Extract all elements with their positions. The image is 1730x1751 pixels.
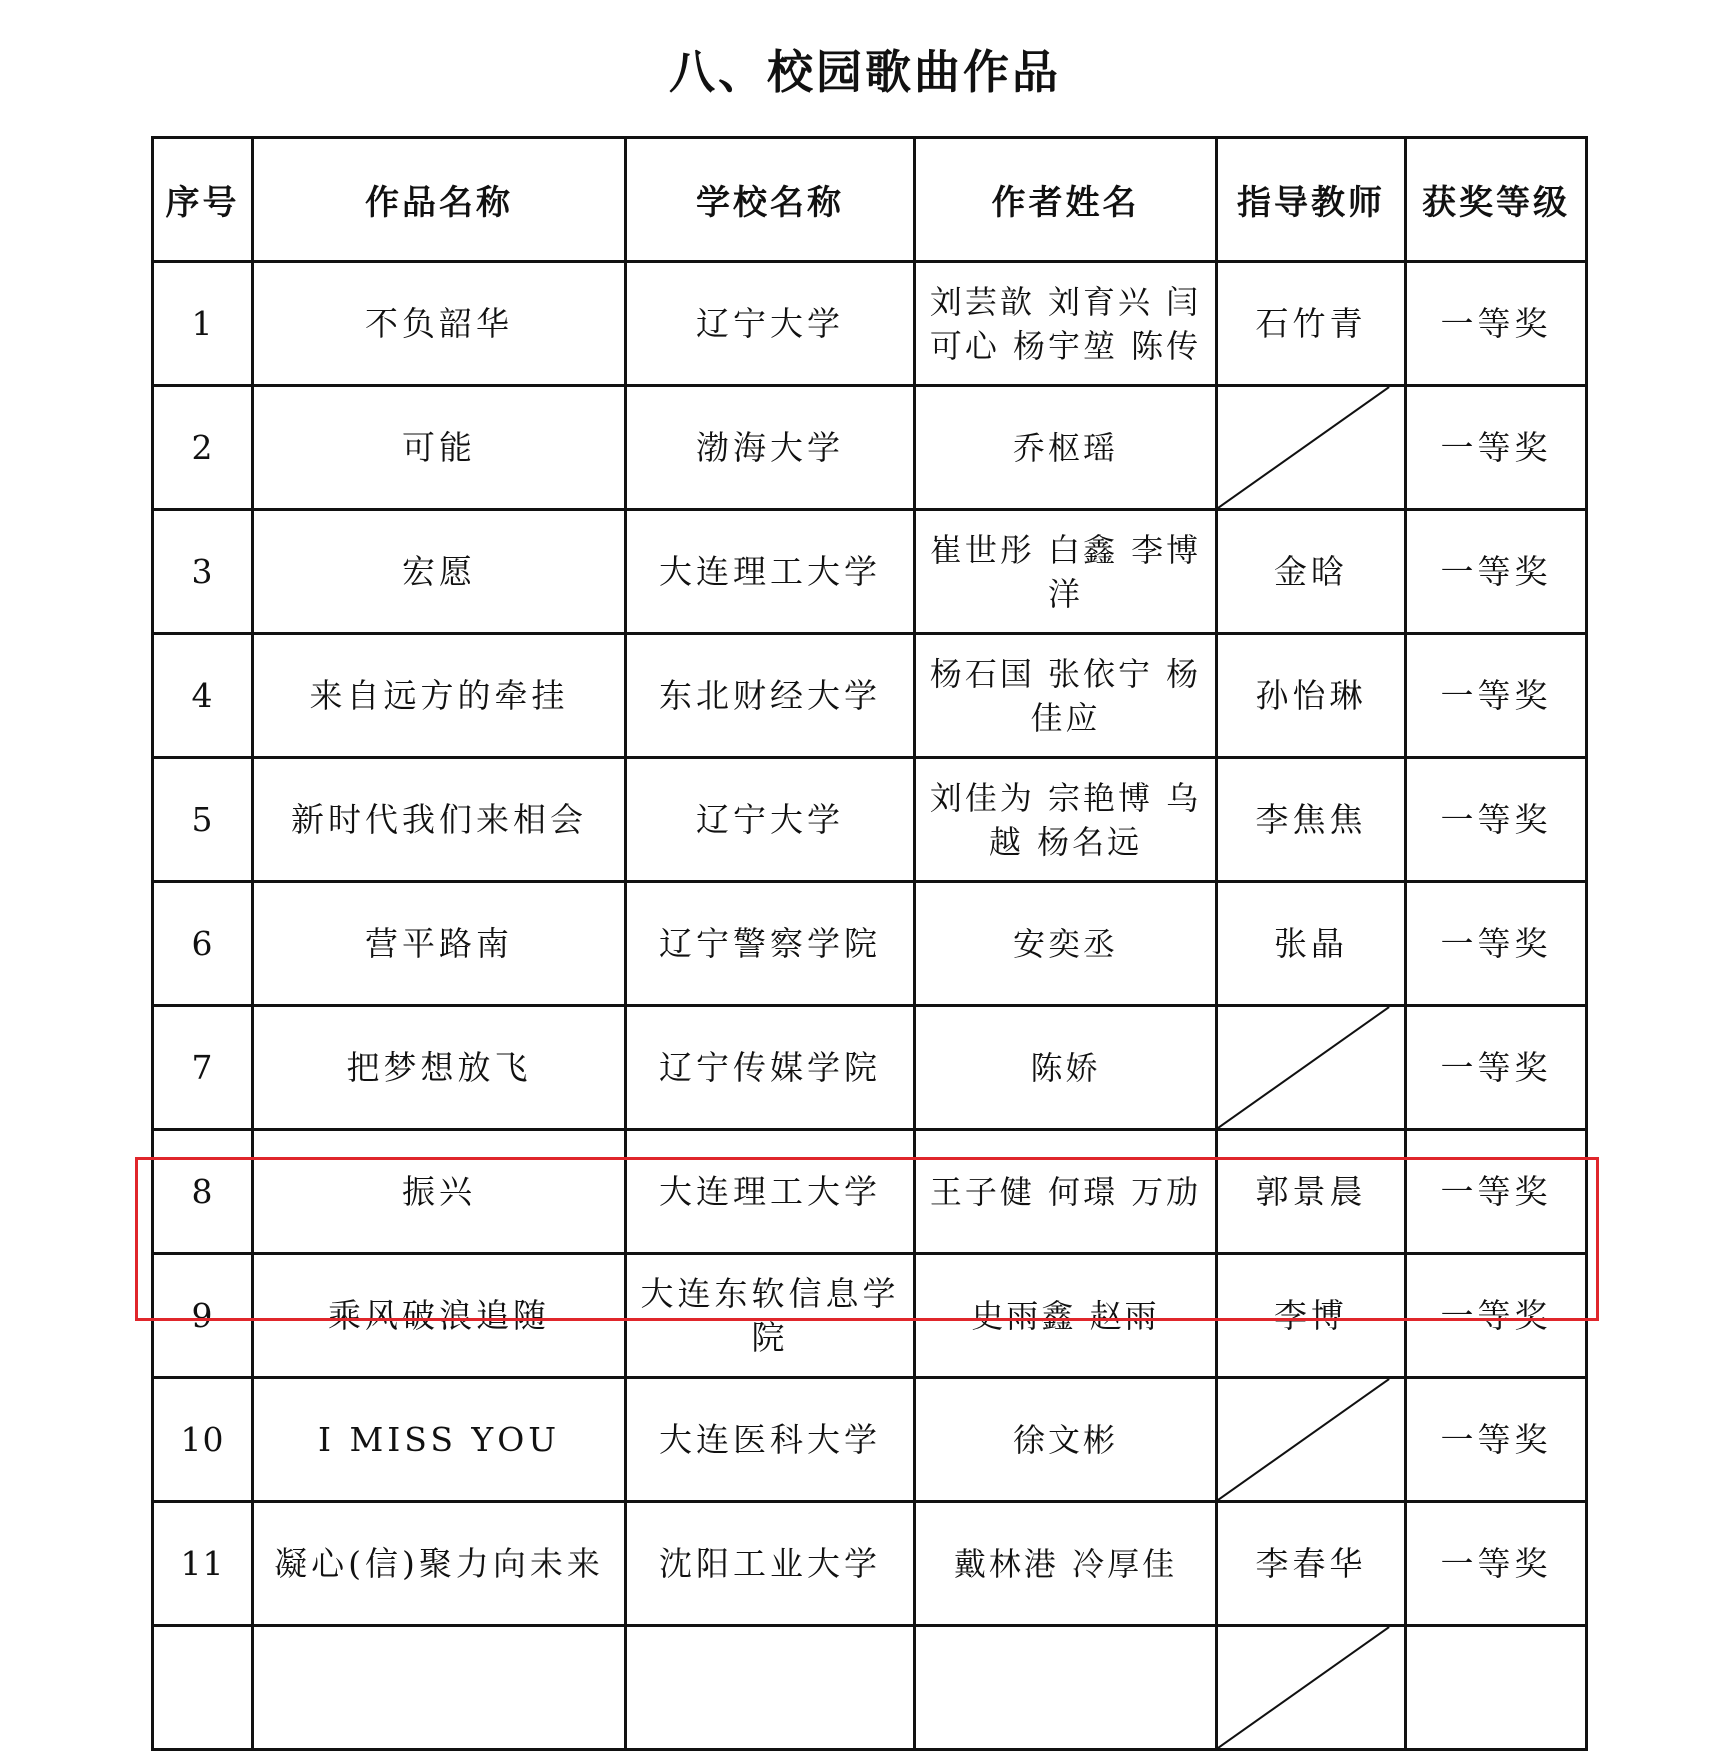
cell-award: 一等奖 — [1406, 1378, 1587, 1502]
awards-table — [151, 136, 1588, 1751]
cell-author: 乔枢瑶 — [915, 386, 1217, 510]
cell-seq: 1 — [153, 262, 253, 386]
table-row — [153, 758, 1587, 882]
cell-author — [915, 1626, 1217, 1750]
table-row — [153, 634, 1587, 758]
cell-award: 一等奖 — [1406, 1006, 1587, 1130]
table-row-highlighted — [153, 1130, 1587, 1254]
cell-seq: 11 — [153, 1502, 253, 1626]
cell-teacher: 石竹青 — [1217, 262, 1406, 386]
cell-school: 大连理工大学 — [626, 510, 915, 634]
cell-award: 一等奖 — [1406, 510, 1587, 634]
table-row — [153, 1254, 1587, 1378]
cell-school — [626, 1626, 915, 1750]
cell-teacher: 郭景晨 — [1217, 1130, 1406, 1254]
cell-school: 大连理工大学 — [626, 1130, 915, 1254]
diagonal-slash — [1218, 1627, 1404, 1748]
cell-seq: 5 — [153, 758, 253, 882]
cell-school: 辽宁大学 — [626, 262, 915, 386]
cell-school: 大连医科大学 — [626, 1378, 915, 1502]
cell-seq — [153, 1626, 253, 1750]
cell-teacher: 李焦焦 — [1217, 758, 1406, 882]
cell-seq: 9 — [153, 1254, 253, 1378]
diagonal-slash — [1218, 1007, 1404, 1128]
cell-author: 史雨鑫 赵雨 — [915, 1254, 1217, 1378]
cell-teacher: 李博 — [1217, 1254, 1406, 1378]
cell-seq: 2 — [153, 386, 253, 510]
header-author: 作者姓名 — [915, 138, 1217, 262]
header-school: 学校名称 — [626, 138, 915, 262]
table-row-partial — [153, 1626, 1587, 1750]
cell-work — [253, 1626, 626, 1750]
cell-award: 一等奖 — [1406, 1502, 1587, 1626]
table-row — [153, 1502, 1587, 1626]
diagonal-slash — [1218, 387, 1404, 508]
cell-seq: 8 — [153, 1130, 253, 1254]
cell-teacher-empty — [1217, 386, 1406, 510]
cell-work: 新时代我们来相会 — [253, 758, 626, 882]
table-row — [153, 386, 1587, 510]
cell-author: 刘佳为 宗艳博 乌越 杨名远 — [915, 758, 1217, 882]
table-header-row — [153, 138, 1587, 262]
cell-school: 渤海大学 — [626, 386, 915, 510]
cell-school: 辽宁传媒学院 — [626, 1006, 915, 1130]
cell-work: 来自远方的牵挂 — [253, 634, 626, 758]
cell-award: 一等奖 — [1406, 386, 1587, 510]
cell-work: 不负韶华 — [253, 262, 626, 386]
cell-award: 一等奖 — [1406, 262, 1587, 386]
cell-seq: 3 — [153, 510, 253, 634]
cell-work: I MISS YOU — [253, 1378, 626, 1502]
cell-seq: 6 — [153, 882, 253, 1006]
cell-work: 乘风破浪追随 — [253, 1254, 626, 1378]
cell-teacher: 金晗 — [1217, 510, 1406, 634]
table-row — [153, 262, 1587, 386]
cell-seq: 7 — [153, 1006, 253, 1130]
table-row — [153, 510, 1587, 634]
table-row — [153, 882, 1587, 1006]
cell-teacher: 李春华 — [1217, 1502, 1406, 1626]
table-row — [153, 1006, 1587, 1130]
cell-award — [1406, 1626, 1587, 1750]
cell-school: 辽宁警察学院 — [626, 882, 915, 1006]
cell-author: 安奕丞 — [915, 882, 1217, 1006]
cell-author: 刘芸歆 刘育兴 闫可心 杨宇堃 陈传 — [915, 262, 1217, 386]
cell-school: 东北财经大学 — [626, 634, 915, 758]
cell-author: 崔世彤 白鑫 李博洋 — [915, 510, 1217, 634]
page-title: 八、校园歌曲作品 — [669, 45, 1061, 99]
cell-work: 宏愿 — [253, 510, 626, 634]
cell-school: 大连东软信息学院 — [626, 1254, 915, 1378]
cell-award: 一等奖 — [1406, 882, 1587, 1006]
cell-award: 一等奖 — [1406, 1130, 1587, 1254]
cell-award: 一等奖 — [1406, 758, 1587, 882]
cell-author: 王子健 何璟 万劢 — [915, 1130, 1217, 1254]
cell-teacher-empty — [1217, 1626, 1406, 1750]
header-award: 获奖等级 — [1406, 138, 1587, 262]
cell-work: 凝心(信)聚力向未来 — [253, 1502, 626, 1626]
cell-work: 营平路南 — [253, 882, 626, 1006]
cell-school: 辽宁大学 — [626, 758, 915, 882]
cell-work: 振兴 — [253, 1130, 626, 1254]
cell-award: 一等奖 — [1406, 1254, 1587, 1378]
header-seq: 序号 — [153, 138, 253, 262]
cell-award: 一等奖 — [1406, 634, 1587, 758]
cell-author: 徐文彬 — [915, 1378, 1217, 1502]
cell-teacher: 孙怡琳 — [1217, 634, 1406, 758]
cell-work: 把梦想放飞 — [253, 1006, 626, 1130]
table-row — [153, 1378, 1587, 1502]
header-teacher: 指导教师 — [1217, 138, 1406, 262]
header-work: 作品名称 — [253, 138, 626, 262]
cell-work: 可能 — [253, 386, 626, 510]
cell-teacher-empty — [1217, 1006, 1406, 1130]
cell-seq: 4 — [153, 634, 253, 758]
cell-seq: 10 — [153, 1378, 253, 1502]
cell-teacher-empty — [1217, 1378, 1406, 1502]
cell-author: 戴林港 冷厚佳 — [915, 1502, 1217, 1626]
cell-school: 沈阳工业大学 — [626, 1502, 915, 1626]
cell-author: 陈娇 — [915, 1006, 1217, 1130]
cell-teacher: 张晶 — [1217, 882, 1406, 1006]
cell-author: 杨石国 张依宁 杨佳应 — [915, 634, 1217, 758]
diagonal-slash — [1218, 1379, 1404, 1500]
